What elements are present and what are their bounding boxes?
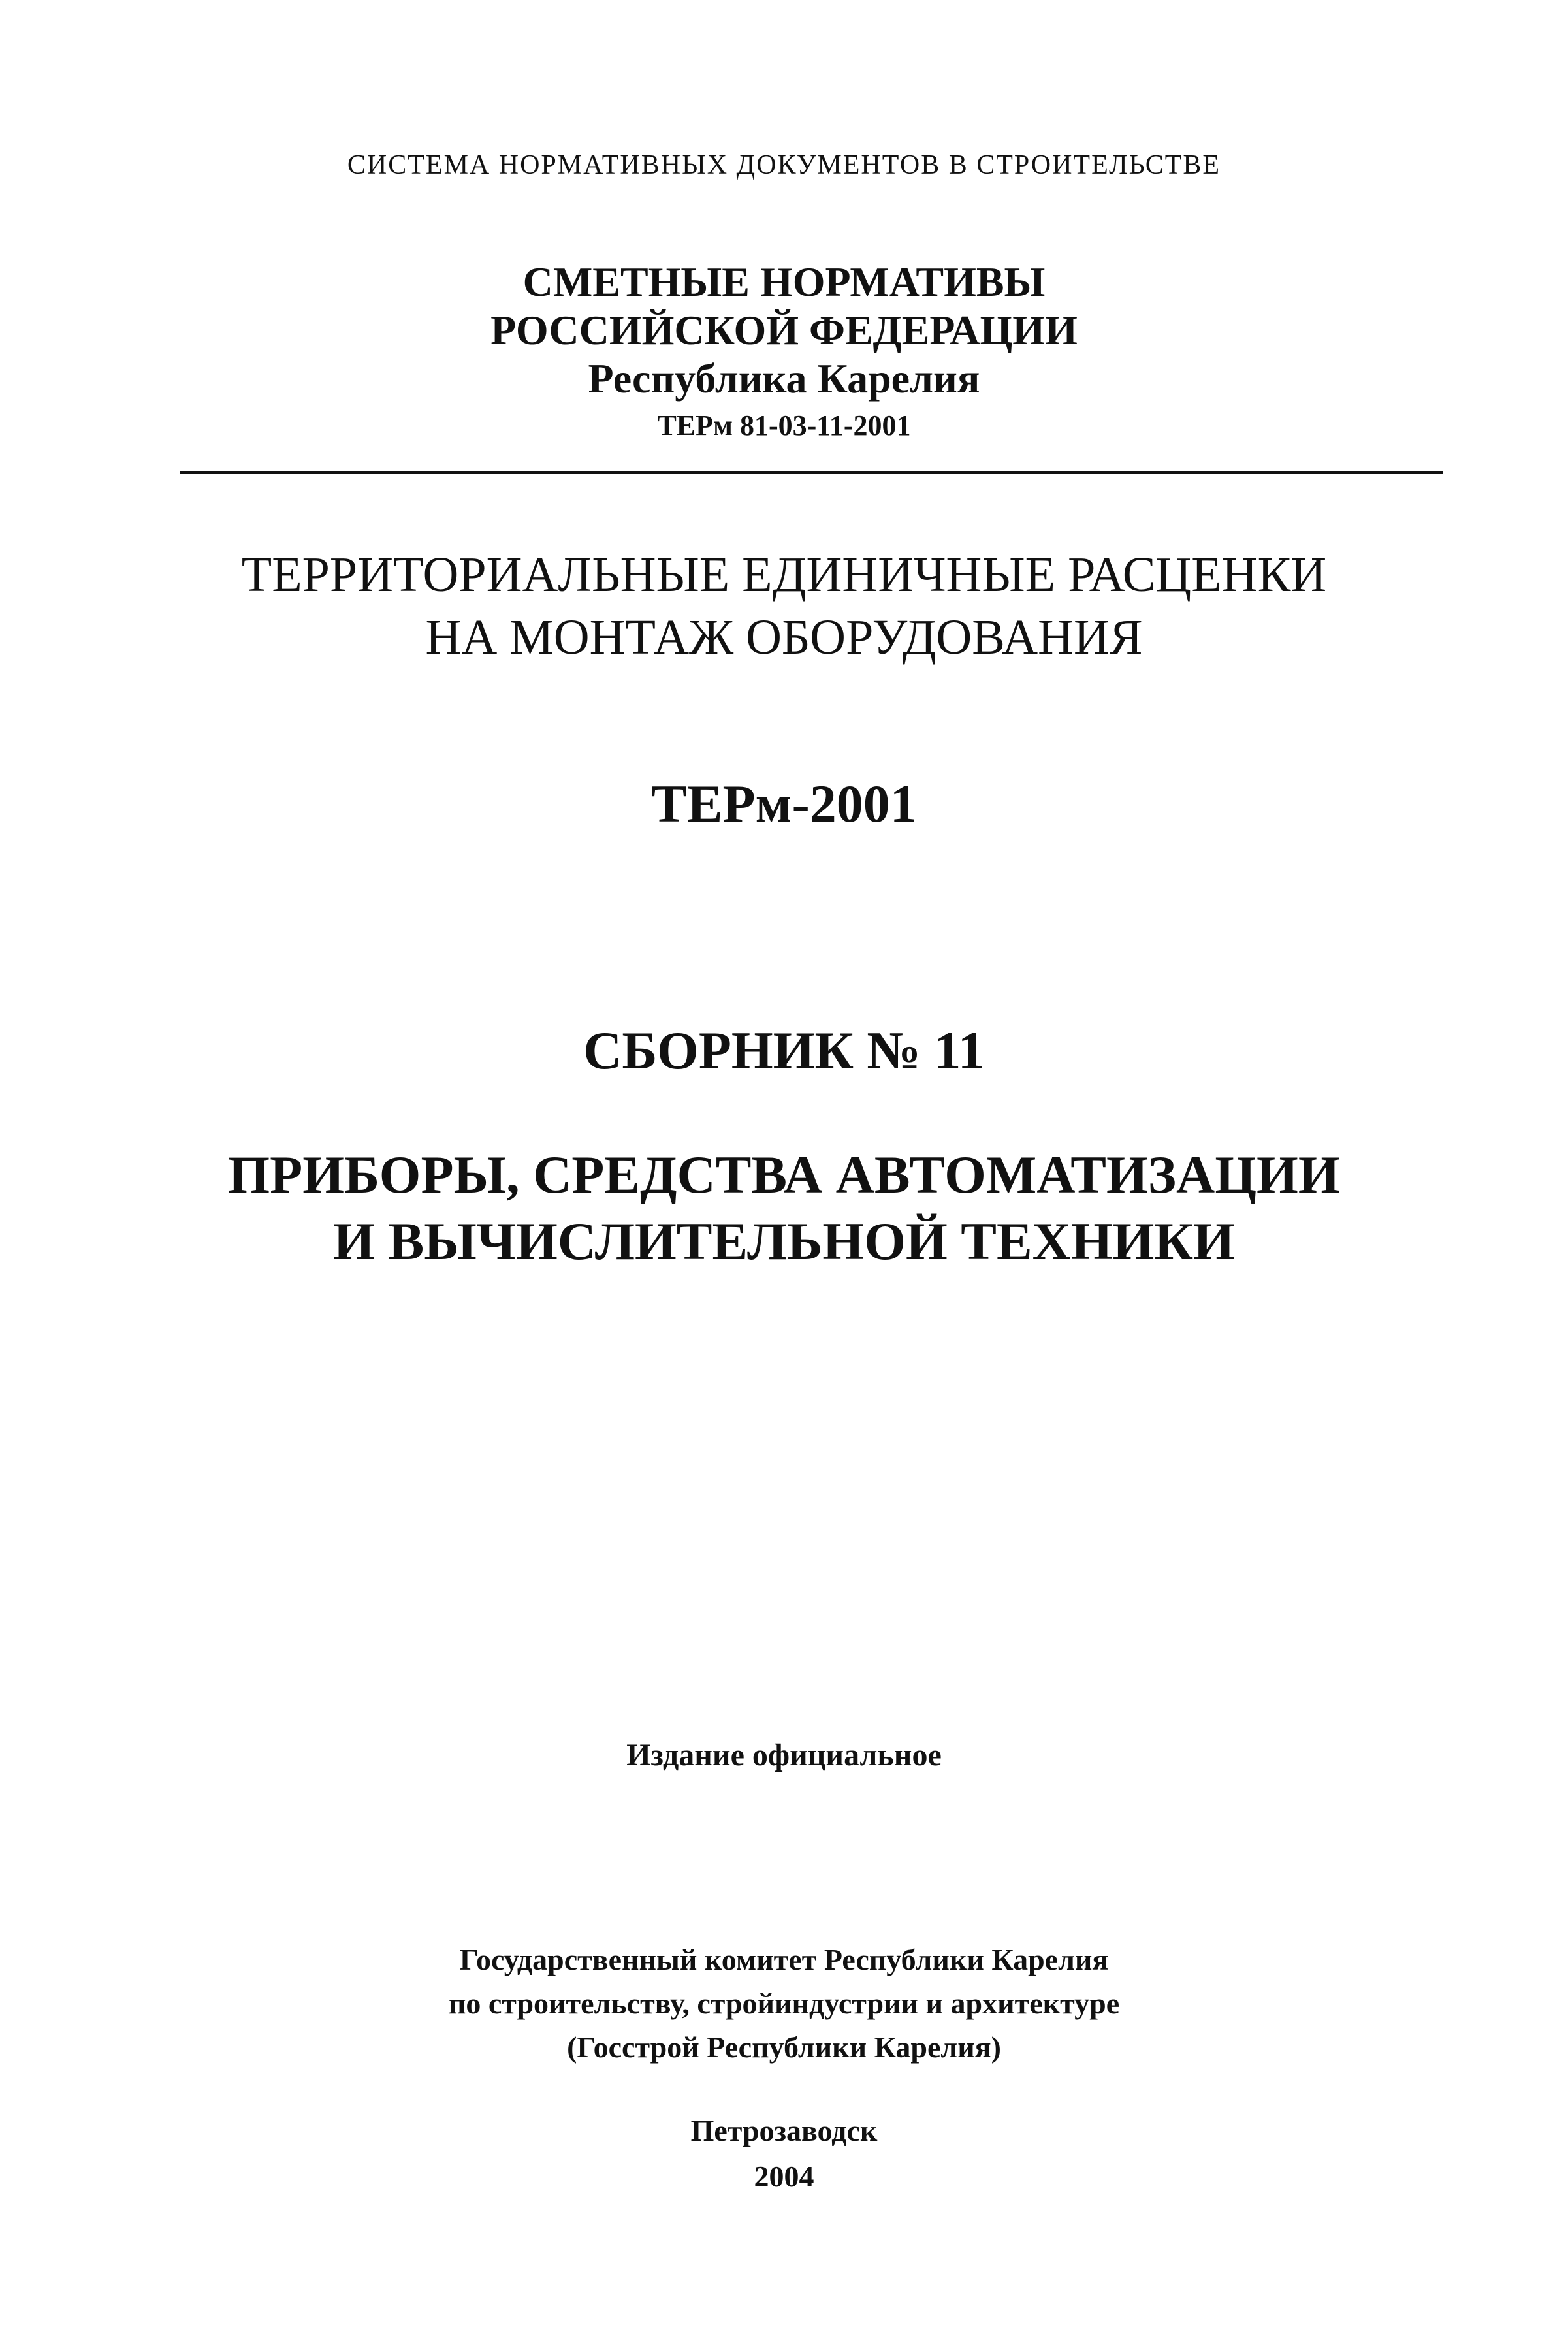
document-title-line-2: НА МОНТАЖ ОБОРУДОВАНИЯ xyxy=(425,610,1143,665)
document-code: ТЕРм 81-03-11-2001 xyxy=(657,409,911,441)
publisher-line-1: Государственный комитет Республики Карелия xyxy=(459,1943,1109,1976)
region-name: Республика Карелия xyxy=(588,355,980,402)
collection-number: СБОРНИК № 11 xyxy=(583,1021,985,1080)
document-short-title: ТЕРм-2001 xyxy=(651,774,917,833)
edition-label: Издание официальное xyxy=(626,1738,942,1772)
collection-subject-line-2: И ВЫЧИСЛИТЕЛЬНОЙ ТЕХНИКИ xyxy=(333,1211,1235,1271)
publisher-line-2: по строительству, стройиндустрии и архитектуре xyxy=(448,1987,1120,2020)
document-series: СИСТЕМА НОРМАТИВНЫХ ДОКУМЕНТОВ В СТРОИТЕЛЬСТВЕ xyxy=(347,150,1221,180)
header-divider xyxy=(180,471,1443,474)
document-title-line-1: ТЕРРИТОРИАЛЬНЫЕ ЕДИНИЧНЫЕ РАСЦЕНКИ xyxy=(241,547,1327,602)
publisher-line-3: (Госстрой Республики Карелия) xyxy=(567,2030,1001,2064)
norms-heading-line-2: РОССИЙСКОЙ ФЕДЕРАЦИИ xyxy=(490,307,1078,353)
publication-city: Петрозаводск xyxy=(690,2114,878,2147)
publication-year: 2004 xyxy=(754,2160,814,2193)
norms-heading-line-1: СМЕТНЫЕ НОРМАТИВЫ xyxy=(522,259,1046,305)
collection-subject-line-1: ПРИБОРЫ, СРЕДСТВА АВТОМАТИЗАЦИИ xyxy=(228,1145,1340,1204)
